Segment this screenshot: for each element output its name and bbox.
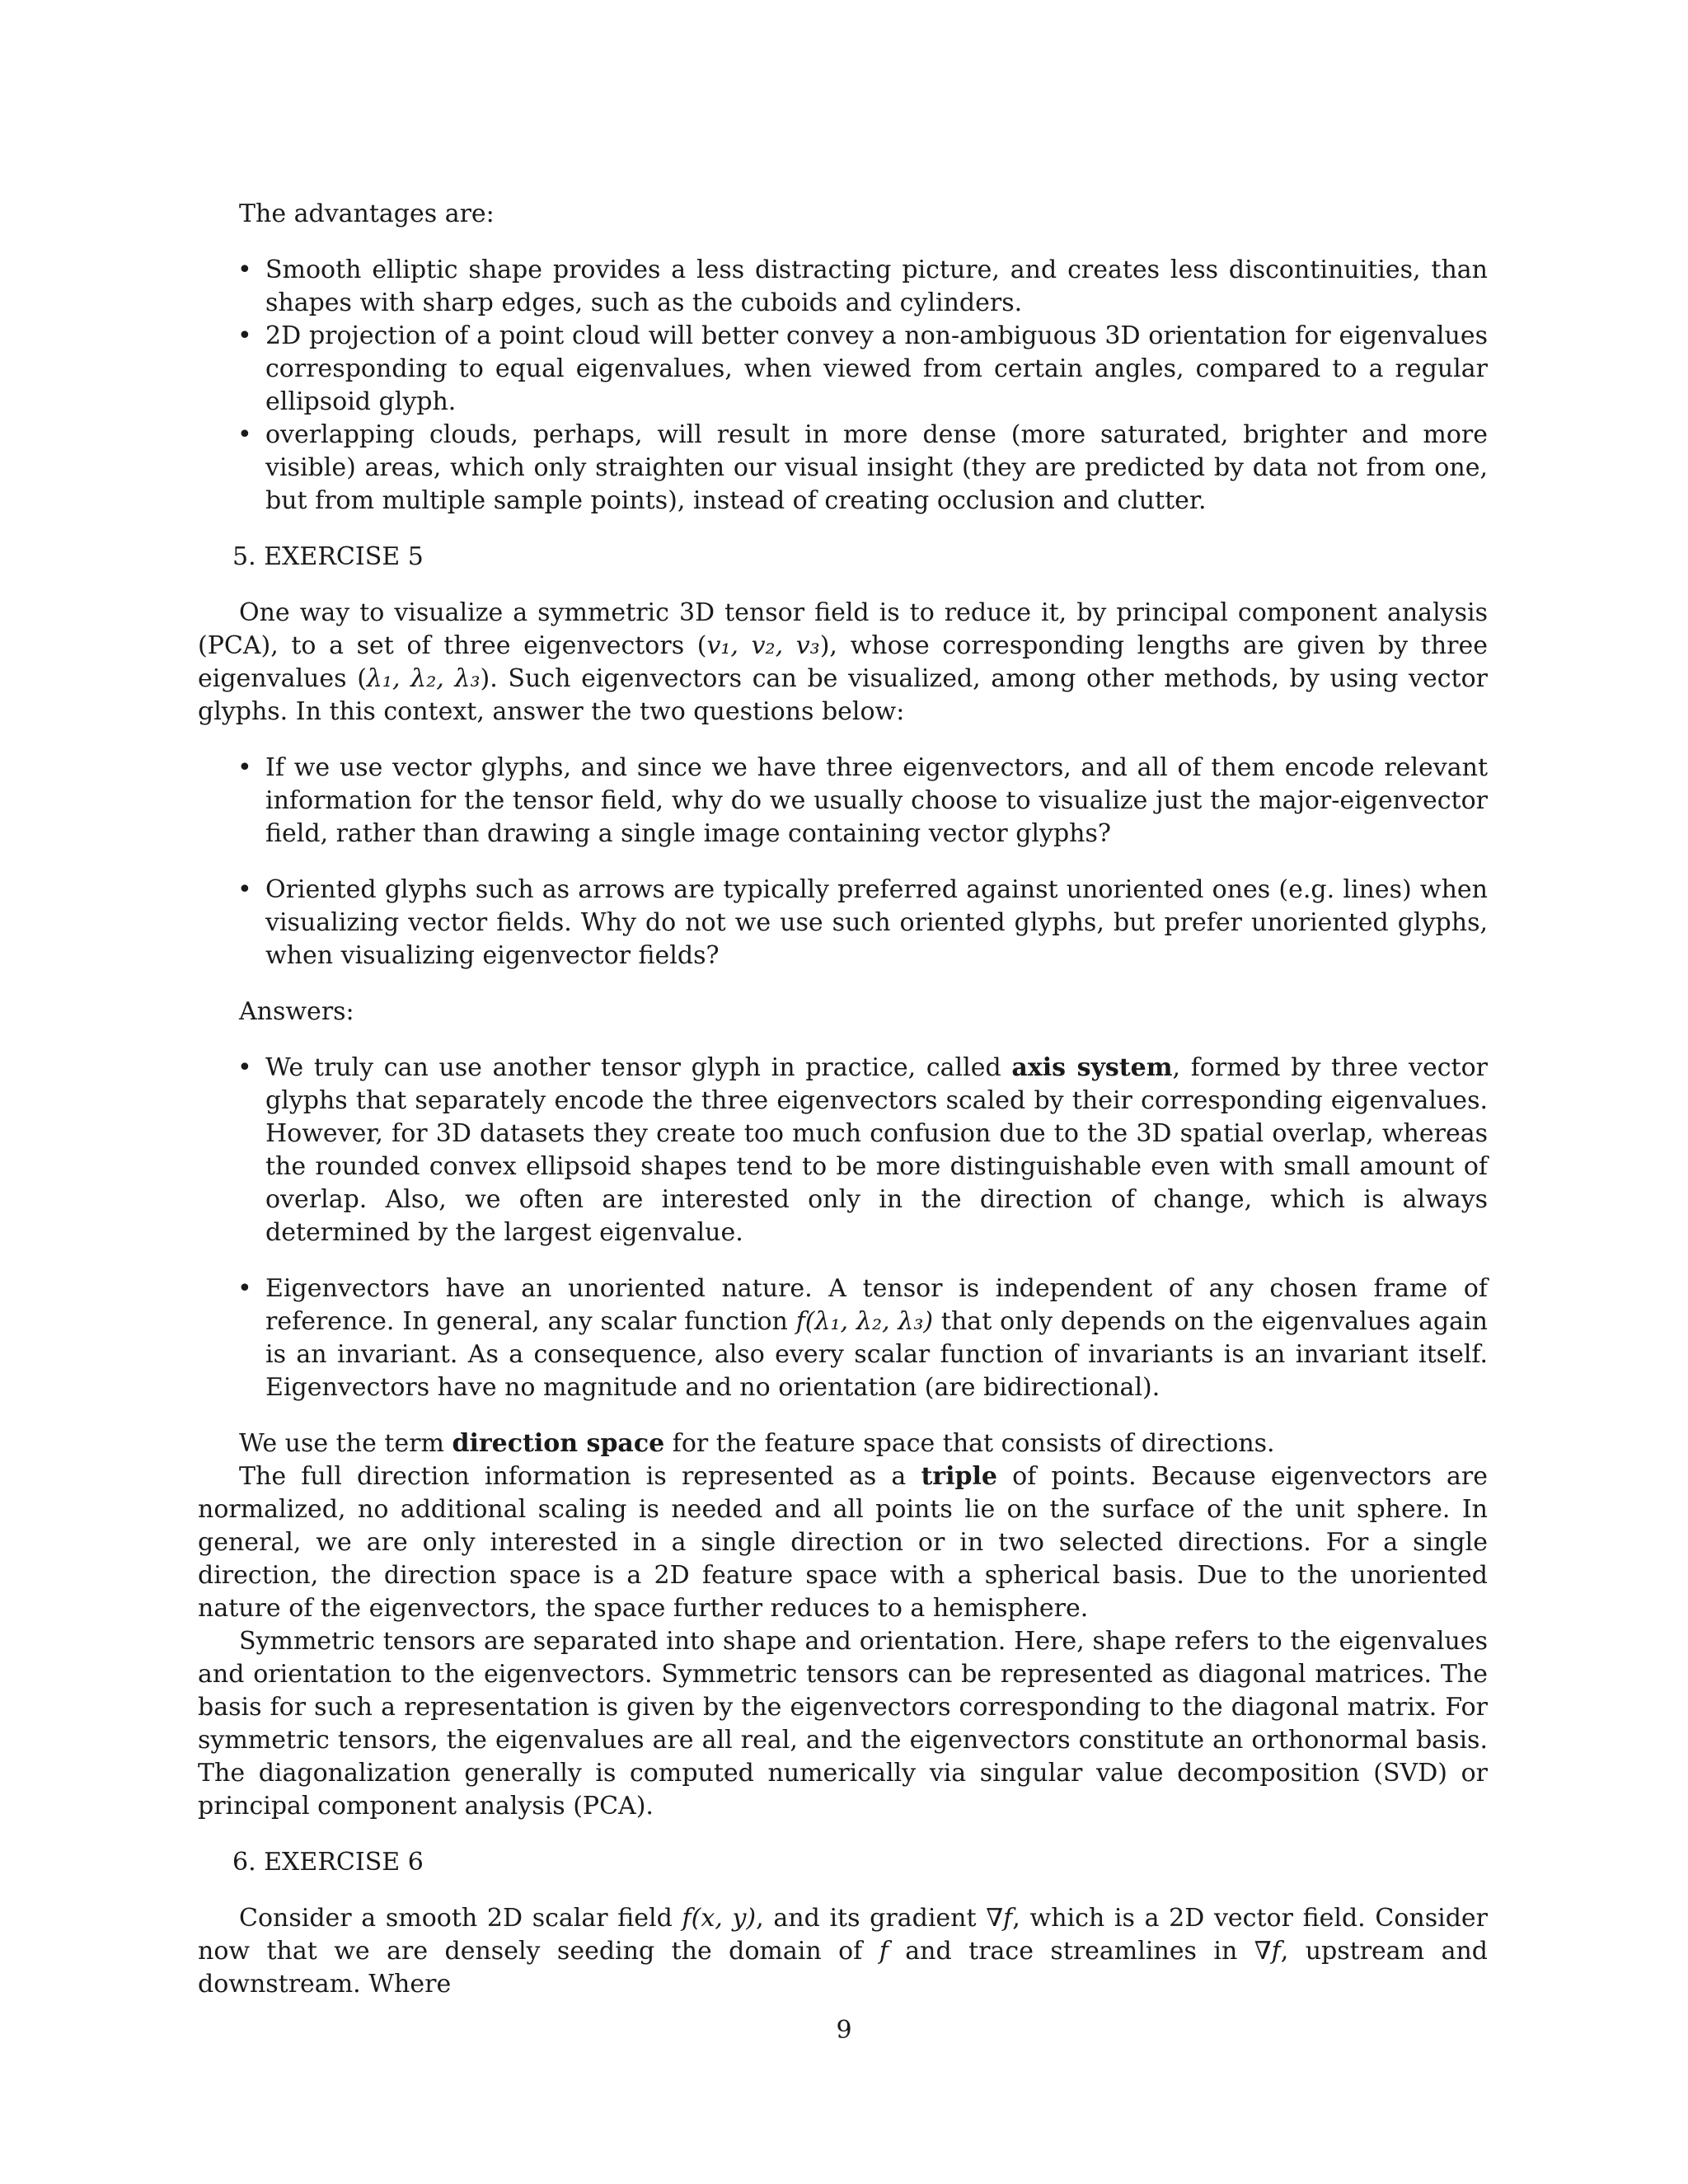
text-run: and trace streamlines in [888,1937,1254,1966]
list-item [265,1272,1488,1404]
text-run: , which is a 2D vector field. Consider now that we are densely seeding the domain of [198,1904,1489,1966]
list-item: • overlapping clouds, perhaps, will result in more dense (more saturated, brighter and more visible) areas, which only straighten our visual insight (they are predicted by data not from one, but from multiple sample points), instead of creating occlusion and clutter. [265,419,1488,518]
page-number: 9 [836,2016,852,2045]
triple-paragraph [198,1460,1488,1625]
bold-term: direction space [452,1429,665,1458]
text-run: for the feature space that consists of directions. [664,1429,1275,1458]
text-run: Eigenvectors have an unoriented nature. A tensor is independent of any chosen frame of reference. In general, any scalar function [265,1274,1488,1336]
math-function: f(λ₁, λ₂, λ₃) [795,1307,934,1336]
list-item: • Oriented glyphs such as arrows are typically preferred against unoriented ones (e.g. lines) when visualizing vector fields. Why do not we use such oriented glyphs, but prefer unoriented glyphs, when visualizing eigenvector fields? [265,874,1488,972]
answers-list [198,1052,1488,1404]
list-item: • 2D projection of a point cloud will better convey a non-ambiguous 3D orientation for eigenvalues corresponding to equal eigenvalues, when viewed from certain angles, compared to a regular ellipsoid glyph. [265,320,1488,419]
text-run: ). Such eigenvectors can be visualized, among other methods, by using vector glyphs. In this context, answer the two questions below: [198,664,1488,726]
text-run: Consider a smooth 2D scalar field [239,1904,682,1933]
math-f: f [879,1937,889,1966]
math-gradient: ∇f [986,1904,1013,1933]
symmetric-paragraph: Symmetric tensors are separated into shape and orientation. Here, shape refers to the eigenvalues and orientation to the eigenvectors. Symmetric tensors can be represented as diagonal matrices. The basis for such a representation is given by the eigenvectors corresponding to the diagonal matrix. For symmetric tensors, the eigenvalues are all real, and the eigenvectors constitute an orthonormal basis. The diagonalization generally is computed numerically via singular value decomposition (SVD) or principal component analysis (PCA). [198,1627,1488,1821]
exercise6-intro [198,1902,1488,2001]
text-run: that only depends on the eigenvalues again is an invariant. As a consequence, also every scalar function of invariants is an invariant itself. Eigenvectors have no magnitude and no orientation (are bidirectional). [265,1307,1488,1402]
math-gradient: ∇f [1254,1937,1281,1966]
text-run: We use the term [239,1429,452,1458]
direction-space-paragraph [198,1427,1488,1460]
questions-list [198,752,1488,972]
math-eigenvectors: v₁, v₂, v₃ [706,631,820,660]
list-item: • If we use vector glyphs, and since we have three eigenvectors, and all of them encode relevant information for the tensor field, why do we usually choose to visualize just the major-eigenvector field, rather than drawing a single image containing vector glyphs? [265,752,1488,851]
text-run: We truly can use another tensor glyph in practice, called [265,1053,1012,1082]
text-run: of points. Because eigenvectors are normalized, no additional scaling is needed and all points lie on the surface of the unit sphere. In general, we are only interested in a single direction or in two selected directions. For a single direction, the direction space is a 2D feature space with a spherical basis. Due to the unoriented nature of the eigenvectors, the space further reduces to a hemisphere. [198,1462,1488,1623]
advantages-intro: The advantages are: [239,199,495,228]
bold-term: triple [921,1462,997,1491]
list-item [265,1052,1488,1249]
text-run: , and its gradient [756,1904,987,1933]
exercise5-intro [198,597,1488,729]
page-content [198,198,1488,2001]
text-run: , upstream and downstream. Where [198,1937,1488,1999]
text-run: The full direction information is represented as a [239,1462,921,1491]
section-heading-5: 5. EXERCISE 5 [232,542,424,571]
text-run: One way to visualize a symmetric 3D tensor field is to reduce it, by principal component analysis (PCA), to a set of three eigenvectors ( [198,598,1488,660]
answers-label: Answers: [239,997,354,1026]
math-field: f(x, y) [682,1904,757,1933]
section-heading-6: 6. EXERCISE 6 [232,1848,424,1877]
text-run: ), whose corresponding lengths are given by three eigenvalues ( [198,631,1489,693]
bold-term: axis system [1011,1053,1173,1082]
advantages-list [198,254,1488,518]
list-item: • Smooth elliptic shape provides a less distracting picture, and creates less discontinuities, than shapes with sharp edges, such as the cuboids and cylinders. [265,254,1488,320]
text-run: , formed by three vector glyphs that separately encode the three eigenvectors scaled by their corresponding eigenvalues. However, for 3D datasets they create too much confusion due to the 3D spatial overlap, whereas the rounded convex ellipsoid shapes tend to be more distinguishable even with small amount of overlap. Also, we often are interested only in the direction of change, which is always determined by the largest eigenvalue. [265,1053,1488,1247]
math-eigenvalues: λ₁, λ₂, λ₃ [366,664,481,693]
